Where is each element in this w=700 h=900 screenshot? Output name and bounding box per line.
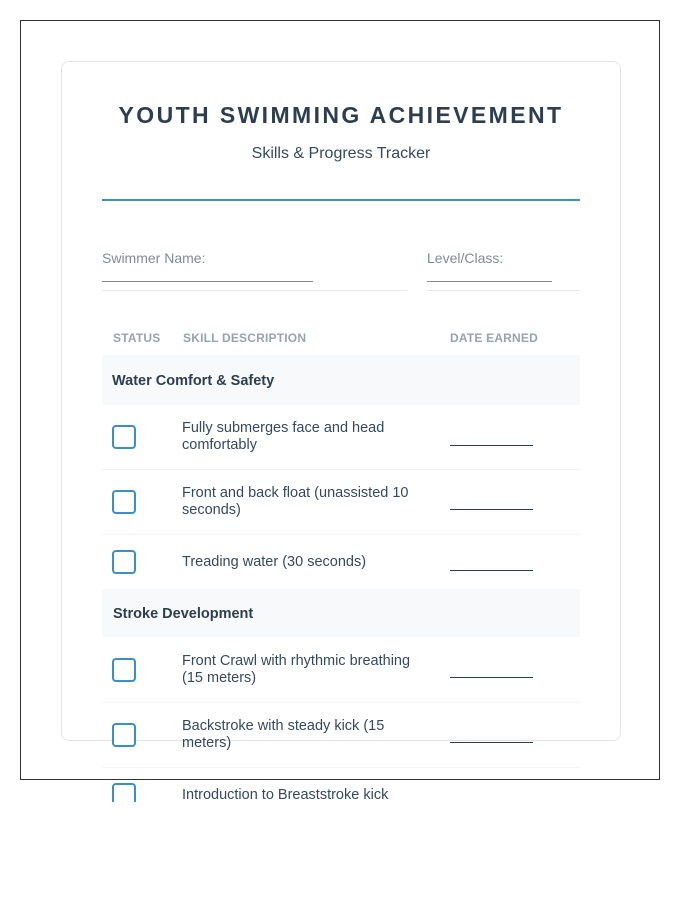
skill-description: Introduction to Breaststroke kick — [182, 787, 389, 802]
tracker-content — [102, 0, 580, 802]
date-earned-field[interactable] — [450, 742, 533, 743]
skill-row — [102, 405, 580, 470]
field-divider — [427, 290, 580, 291]
skill-description: Treading water (30 seconds) — [182, 554, 367, 570]
date-earned-field[interactable] — [450, 509, 533, 510]
skill-checkbox[interactable] — [112, 550, 136, 574]
level-class-field[interactable] — [427, 281, 552, 282]
column-header-status: STATUS — [113, 331, 161, 345]
section-header — [102, 355, 580, 405]
skill-description: Front and back float (unassisted 10 seconds) — [182, 485, 409, 518]
skill-checkbox[interactable] — [112, 783, 136, 802]
skill-row — [102, 637, 580, 703]
skill-row — [102, 470, 580, 535]
date-earned-field[interactable] — [450, 677, 533, 678]
date-earned-field[interactable] — [450, 570, 533, 571]
skill-checkbox[interactable] — [112, 425, 136, 449]
date-earned-field[interactable] — [450, 445, 533, 446]
level-class-label: Level/Class: — [427, 250, 504, 266]
field-divider — [102, 290, 407, 291]
skill-checkbox[interactable] — [112, 658, 136, 682]
page-title: YOUTH SWIMMING ACHIEVEMENT — [118, 102, 564, 128]
skill-description: Front Crawl with rhythmic breathing (15 meters) — [182, 653, 411, 686]
skill-row — [102, 768, 580, 802]
header-divider — [102, 199, 580, 201]
skill-checkbox[interactable] — [112, 723, 136, 747]
skill-description: Fully submerges face and head comfortably — [182, 420, 385, 453]
swimmer-name-field[interactable] — [102, 281, 313, 282]
swimmer-name-label: Swimmer Name: — [102, 250, 206, 266]
page-subtitle: Skills & Progress Tracker — [251, 145, 431, 162]
section-header — [102, 589, 580, 637]
column-header-date: DATE EARNED — [450, 331, 538, 345]
skill-row — [102, 535, 580, 589]
skill-row — [102, 703, 580, 768]
section-title: Water Comfort & Safety — [112, 373, 275, 389]
skill-checkbox[interactable] — [112, 490, 136, 514]
section-title: Stroke Development — [113, 606, 254, 622]
skill-description: Backstroke with steady kick (15 meters) — [182, 718, 385, 751]
column-header-skill: SKILL DESCRIPTION — [183, 331, 307, 345]
